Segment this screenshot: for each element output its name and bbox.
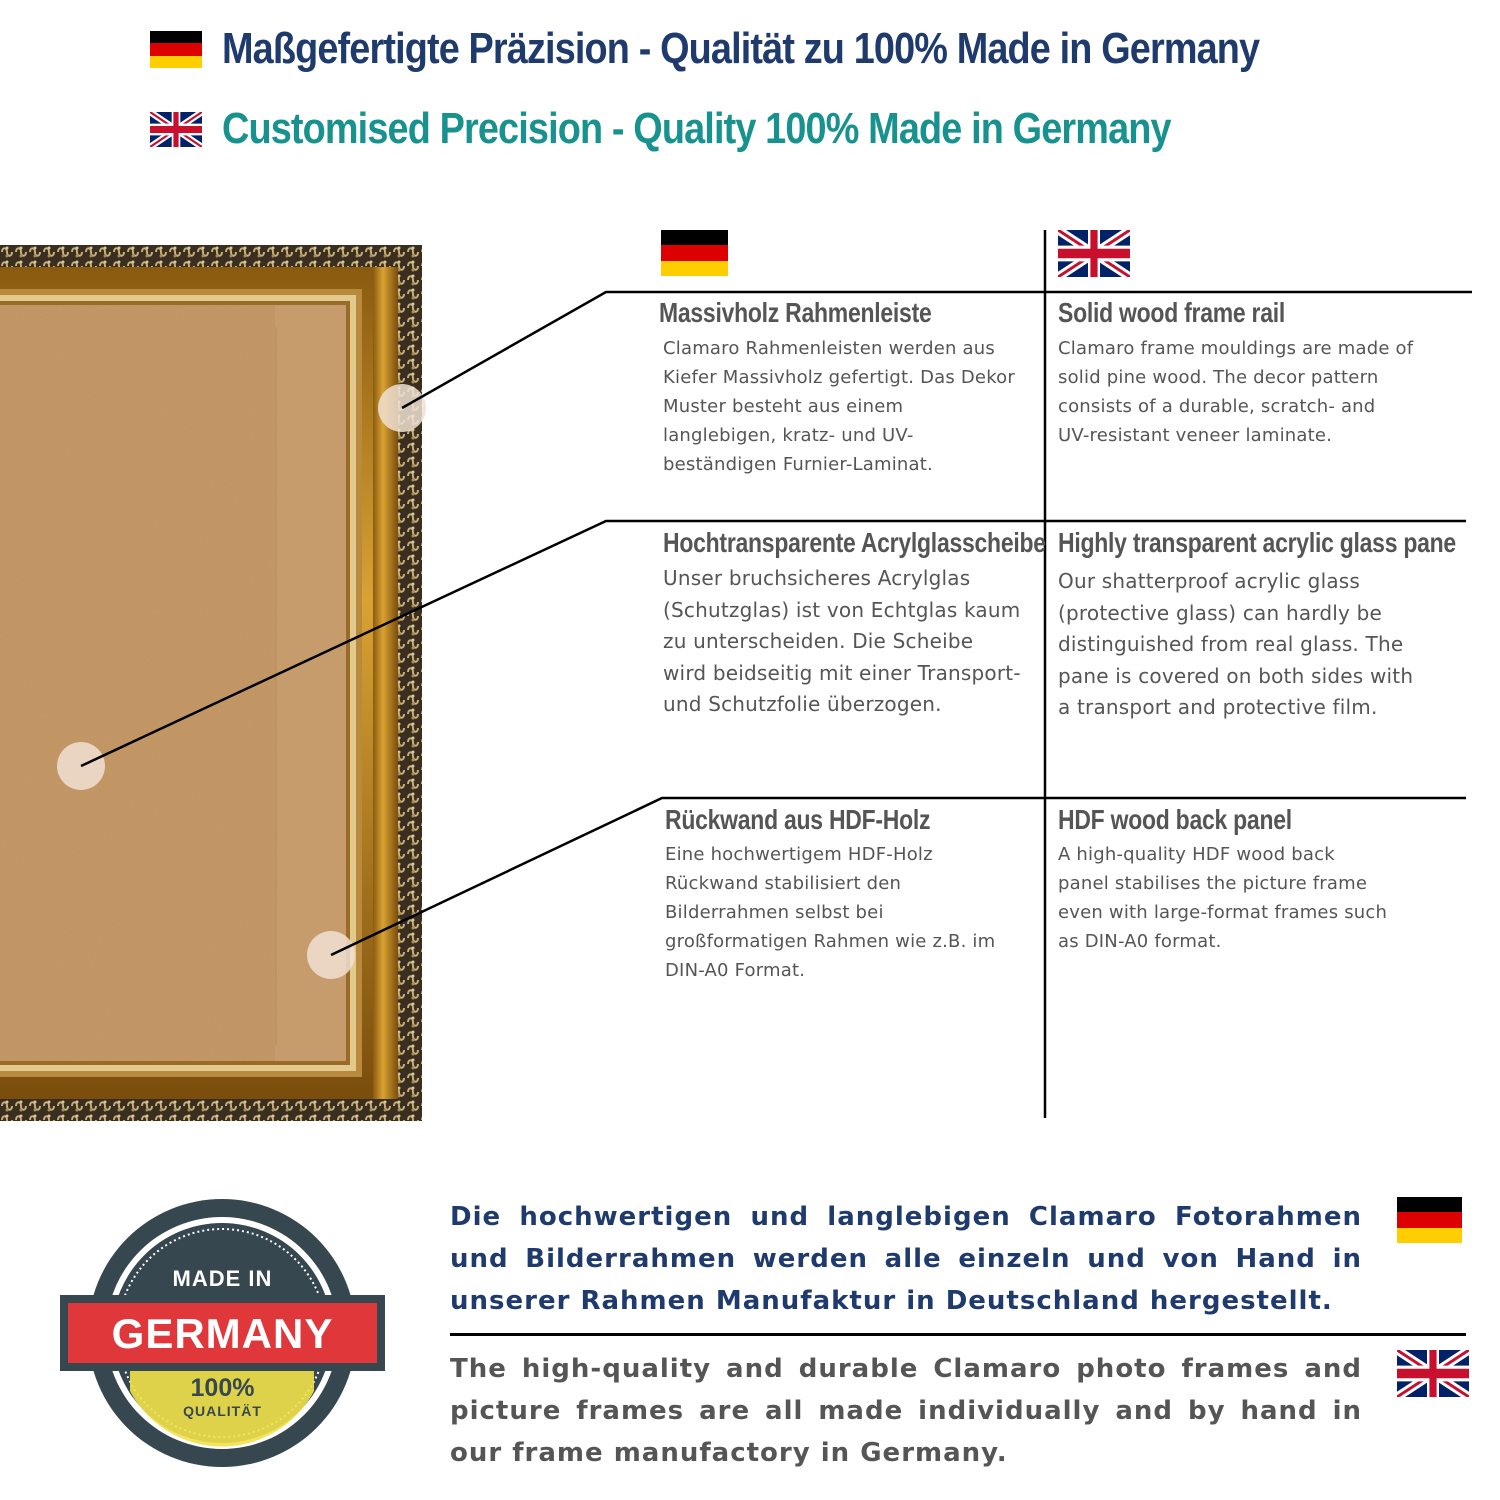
section-frame-body-en: Clamaro frame mouldings are made of solid pine wood. The decor pattern consists of a durable, scratch- and UV-resistant veneer laminate. (1058, 338, 1414, 446)
german-flag-icon (1397, 1197, 1462, 1243)
uk-flag-icon (1058, 230, 1130, 277)
page-title-en: Customised Precision - Quality 100% Made in Germany (222, 104, 1171, 153)
section-glass-title-en: Highly transparent acrylic glass pane (1058, 527, 1456, 558)
badge-qualitaet: QUALITÄT (183, 1403, 262, 1419)
section-frame-title-de: Massivholz Rahmenleiste (659, 297, 932, 328)
manufacture-text-en: The high-quality and durable Clamaro photo frames and picture frames are all made individually and by hand in our frame manufactory in Germany. (450, 1354, 1362, 1468)
badge-germany: GERMANY (111, 1310, 334, 1357)
section-glass-body-de: Unser bruchsicheres Acrylglas (Schutzglas) ist von Echtglas kaum zu unterscheiden. Die Scheibe wird beidseitig mit einer Transport- und Schutzfolie überzogen. (663, 566, 1021, 716)
badge-percent: 100% (190, 1374, 255, 1402)
uk-flag-icon (1397, 1350, 1469, 1397)
section-frame-title-en: Solid wood frame rail (1058, 297, 1286, 328)
page-title-de: Maßgefertigte Präzision - Qualität zu 100% Made in Germany (222, 24, 1260, 73)
section-backpanel-body-en: A high-quality HDF wood back panel stabilises the picture frame even with large-format frames such as DIN-A0 format. (1058, 844, 1388, 952)
bottom-divider (450, 1333, 1466, 1336)
manufacture-text-de: Die hochwertigen und langlebigen Clamaro Fotorahmen und Bilderrahmen werden alle einzeln und von Hand in unserer Rahmen Manufaktur in Deutschland hergestellt. (450, 1202, 1362, 1316)
section-backpanel-body-de: Eine hochwertigem HDF-Holz Rückwand stabilisiert den Bilderrahmen selbst bei großformatigen Rahmen wie z.B. im DIN-A0 Format. (665, 844, 996, 981)
badge-made-in: MADE IN (172, 1266, 273, 1291)
section-frame-body-de: Clamaro Rahmenleisten werden aus Kiefer Massivholz gefertigt. Das Dekor Muster besteht aus einem langlebigen, kratz- und UV- beständigen Furnier-Laminat. (663, 338, 1015, 475)
section-glass-title-de: Hochtransparente Acrylglasscheibe (663, 527, 1046, 558)
section-glass-body-en: Our shatterproof acrylic glass (protective glass) can hardly be distinguished from real glass. The pane is covered on both sides with a transport and protective film. (1058, 569, 1414, 719)
section-backpanel-title-de: Rückwand aus HDF-Holz (665, 804, 931, 835)
made-in-germany-badge (60, 1196, 385, 1471)
german-flag-icon (661, 230, 728, 276)
section-backpanel-title-en: HDF wood back panel (1058, 804, 1292, 835)
